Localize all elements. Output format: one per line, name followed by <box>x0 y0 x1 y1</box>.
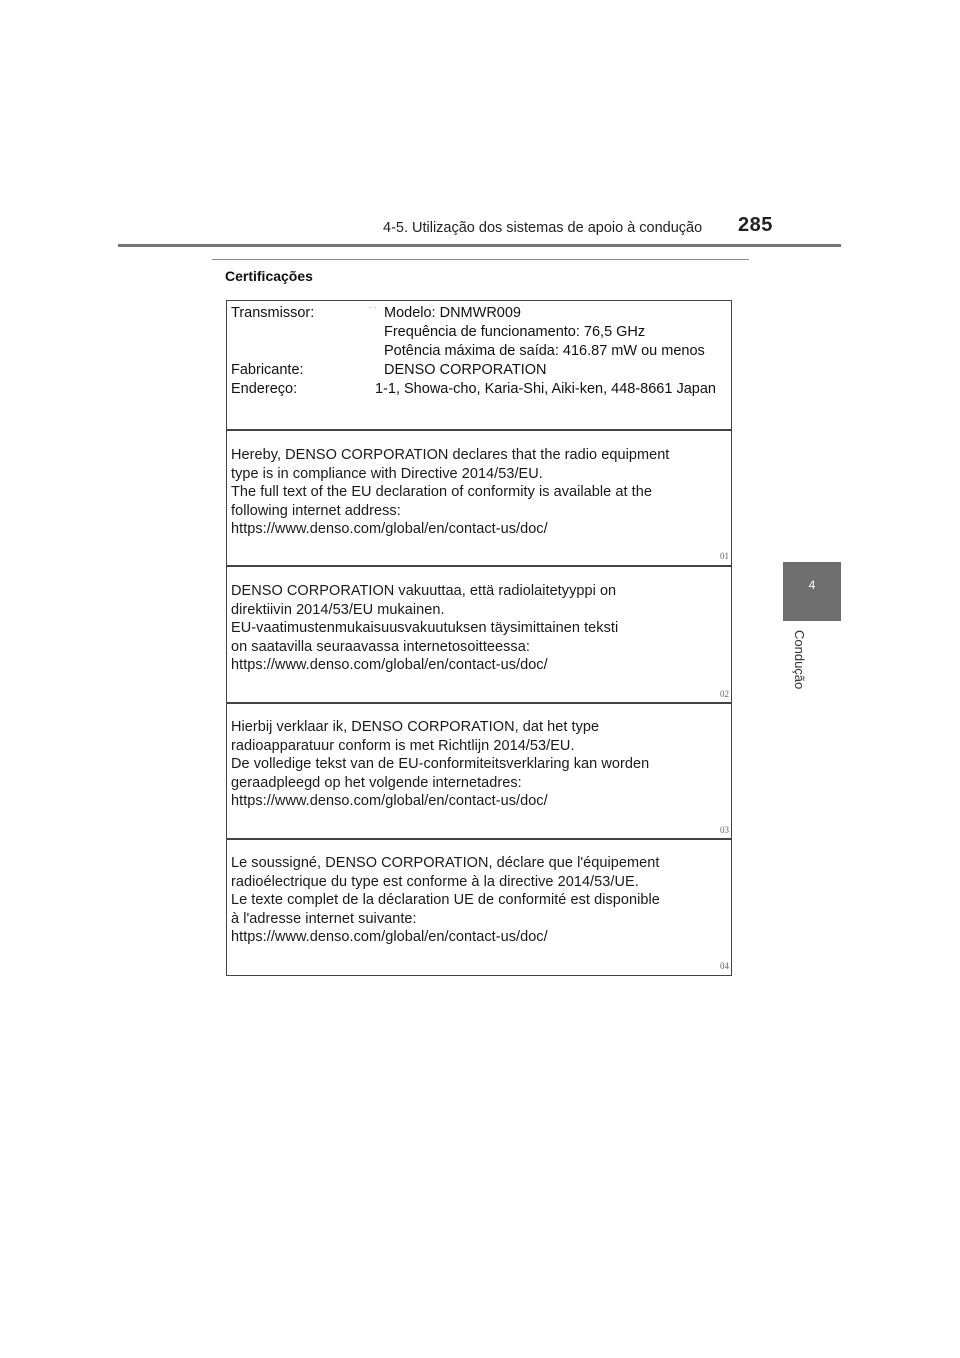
declaration-line: DENSO CORPORATION vakuuttaa, että radiolaitetyyppi on <box>231 583 617 599</box>
declaration-text <box>231 582 618 675</box>
declaration-line: EU-vaatimustenmukaisuusvakuutuksen täysimittainen teksti <box>231 620 619 637</box>
declaration-line: geraadpleegd op het volgende internetadres: <box>231 774 522 791</box>
declaration-line: Hereby, DENSO CORPORATION declares that the radio equipment <box>231 447 670 463</box>
chapter-tab <box>783 562 841 621</box>
declaration-line: following internet address: <box>231 502 401 519</box>
panel-divider <box>227 565 731 567</box>
power-value: Potência máxima de saída: 416.87 mW ou menos <box>384 343 705 359</box>
panel-code: 04 <box>720 961 729 971</box>
declaration-line: https://www.denso.com/global/en/contact-us/doc/ <box>231 793 548 810</box>
chapter-label: Condução <box>792 630 807 690</box>
declaration-line: radioapparatuur conform is met Richtlijn 2014/53/EU. <box>231 737 575 754</box>
chapter-number: 4 <box>808 578 816 592</box>
frequency-value: Frequência de funcionamento: 76,5 GHz <box>384 324 646 340</box>
declaration-line: Le texte complet de la déclaration UE de conformité est disponible <box>231 892 660 909</box>
declaration-line: Hierbij verklaar ik, DENSO CORPORATION, dat het type <box>231 719 600 735</box>
declaration-line: Le soussigné, DENSO CORPORATION, déclare que l'équipement <box>231 855 660 871</box>
declaration-text <box>231 854 660 947</box>
address-value: 1-1, Showa-cho, Karia-Shi, Aiki-ken, 448-8661 Japan <box>375 381 716 397</box>
declaration-text <box>231 718 649 811</box>
subheader-rule <box>212 259 749 260</box>
manufacturer-label: Fabricante: <box>231 362 304 378</box>
section-title: Certificações <box>225 268 313 284</box>
declaration-line: The full text of the EU declaration of conformity is available at the <box>231 484 652 501</box>
panel-code: 02 <box>720 689 729 699</box>
declaration-text <box>231 446 669 539</box>
manufacturer-value: DENSO CORPORATION <box>384 362 547 378</box>
panel-divider <box>227 702 731 704</box>
scan-mark: ˉ ˉ <box>369 306 377 315</box>
panel-code: 03 <box>720 825 729 835</box>
panel-divider <box>227 838 731 840</box>
header-rule <box>118 244 841 247</box>
declaration-line: radioélectrique du type est conforme à la directive 2014/53/UE. <box>231 873 639 890</box>
panel-code: 01 <box>720 551 729 561</box>
declaration-line: à l'adresse internet suivante: <box>231 910 417 927</box>
model-value: Modelo: DNMWR009 <box>384 305 521 321</box>
declaration-line: direktiivin 2014/53/EU mukainen. <box>231 601 445 618</box>
declaration-line: on saatavilla seuraavassa internetosoitteessa: <box>231 638 530 655</box>
transmitter-label: Transmissor: <box>231 305 315 321</box>
declaration-line: De volledige tekst van de EU-conformiteitsverklaring kan worden <box>231 756 650 773</box>
declaration-line: https://www.denso.com/global/en/contact-us/doc/ <box>231 521 548 538</box>
running-header-section: 4-5. Utilização dos sistemas de apoio à condução <box>383 220 703 236</box>
address-label: Endereço: <box>231 381 298 397</box>
declaration-line: https://www.denso.com/global/en/contact-us/doc/ <box>231 929 548 946</box>
chapter-label-container <box>773 630 831 710</box>
declaration-line: https://www.denso.com/global/en/contact-us/doc/ <box>231 657 548 674</box>
page-number: 285 <box>738 214 773 236</box>
declaration-line: type is in compliance with Directive 2014/53/EU. <box>231 465 543 482</box>
panel-divider <box>227 429 731 431</box>
certification-frame <box>226 300 732 976</box>
